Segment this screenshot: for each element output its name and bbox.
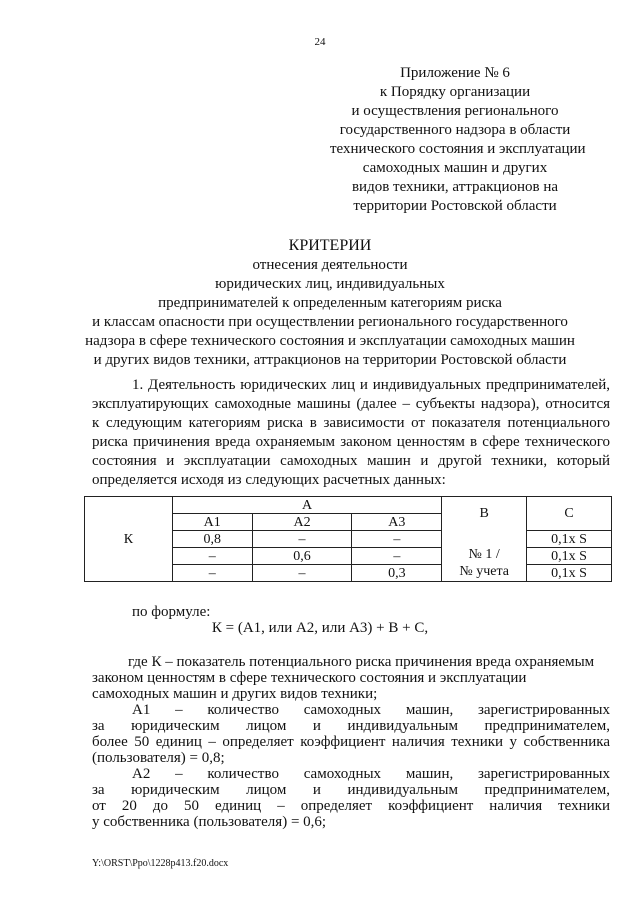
appendix-line: технического состояния и эксплуатации [330, 141, 586, 157]
criteria-subtitle-line: юридических лиц, индивидуальных [215, 276, 445, 292]
definition-line: за юридическим лицом и индивидуальным предпринимателем, [92, 718, 610, 734]
a3-header: А3 [352, 514, 442, 531]
b-value-line: № 1 / [468, 547, 500, 562]
a1-cell: 0,8 [172, 531, 252, 548]
criteria-heading [60, 236, 600, 370]
k-cell: К [85, 497, 173, 582]
criteria-title: КРИТЕРИИ [288, 237, 372, 254]
b-value-line: № учета [459, 564, 509, 579]
criteria-subtitle-line: отнесения деятельности [252, 257, 408, 273]
page-number: 24 [314, 36, 326, 48]
criteria-subtitle-line: и других видов техники, аттракционов на территории Ростовской области [93, 352, 567, 368]
formula-label: по формуле: [132, 604, 211, 620]
definition-line: законом ценностям в сфере технического состояния и эксплуатации [92, 670, 527, 686]
c-cell: 0,1х S [527, 531, 612, 548]
appendix-line: территории Ростовской области [353, 198, 557, 214]
appendix-line: к Порядку организации [379, 84, 531, 100]
appendix-line: Приложение № 6 [400, 65, 510, 81]
definition-line: А2 – количество самоходных машин, зарегистрированных [132, 766, 610, 782]
a1-cell: – [172, 565, 252, 582]
definition-line: А1 – количество самоходных машин, зарегистрированных [132, 702, 610, 718]
definition-line: (пользователя) = 0,8; [92, 750, 225, 766]
definition-line: самоходных машин и других видов техники; [92, 686, 378, 702]
paragraph-line: к следующим категориям риска в зависимости от показателя потенциального [92, 415, 610, 431]
formula: К = (А1, или А2, или А3) + В + С, [211, 620, 429, 636]
a2-cell: – [252, 565, 352, 582]
appendix-line: самоходных машин и других [362, 160, 548, 176]
paragraph-line: 1. Деятельность юридических лиц и индивидуальных предпринимателей, [132, 377, 610, 393]
paragraph-line: определяется исходя из следующих расчетных данных: [92, 472, 446, 488]
appendix-line: видов техники, аттракционов на [351, 179, 559, 195]
definition-line: где К – показатель потенциального риска причинения вреда охраняемым [128, 654, 595, 670]
c-cell: 0,1х S [527, 565, 612, 582]
c-header: С [527, 497, 612, 531]
criteria-subtitle-line: надзора в сфере технического состояния и эксплуатации самоходных машин [85, 333, 575, 349]
definition-line: более 50 единиц – определяет коэффициент наличия техники у собственника [92, 734, 610, 750]
appendix-line: и осуществления регионального [351, 103, 559, 119]
a2-cell: 0,6 [252, 548, 352, 565]
definition-line: за юридическим лицом и индивидуальным предпринимателем, [92, 782, 610, 798]
a3-cell: – [352, 548, 442, 565]
a1-header: А1 [172, 514, 252, 531]
b-value [442, 531, 527, 582]
c-cell: 0,1х S [527, 548, 612, 565]
a-header: А [172, 497, 441, 514]
criteria-subtitle-line: предпринимателей к определенным категориям риска [158, 295, 502, 311]
appendix-line: государственного надзора в области [339, 122, 571, 138]
paragraph-line: риска причинения вреда охраняемым законом ценностям в сфере технического [92, 434, 610, 450]
appendix-header [330, 64, 586, 216]
a2-cell: – [252, 531, 352, 548]
a1-cell: – [172, 548, 252, 565]
file-path-footer: Y:\ORST\Ppo\1228p413.f20.docx [92, 858, 229, 869]
a3-cell: 0,3 [352, 565, 442, 582]
paragraph-line: состояния и эксплуатации самоходных машин и другой техники, который [92, 453, 610, 469]
a2-header: А2 [252, 514, 352, 531]
definitions [92, 654, 610, 830]
criteria-subtitle-line: и классам опасности при осуществлении регионального государственного [92, 314, 568, 330]
definition-line: у собственника (пользователя) = 0,6; [92, 814, 327, 830]
b-header: В [442, 497, 527, 531]
risk-table [84, 496, 612, 582]
a3-cell: – [352, 531, 442, 548]
paragraph-line: эксплуатирующих самоходные машины (далее – субъекты надзора), относится [92, 396, 610, 412]
definition-line: от 20 до 50 единиц – определяет коэффициент наличия техники [92, 798, 610, 814]
paragraph-1 [92, 376, 610, 490]
